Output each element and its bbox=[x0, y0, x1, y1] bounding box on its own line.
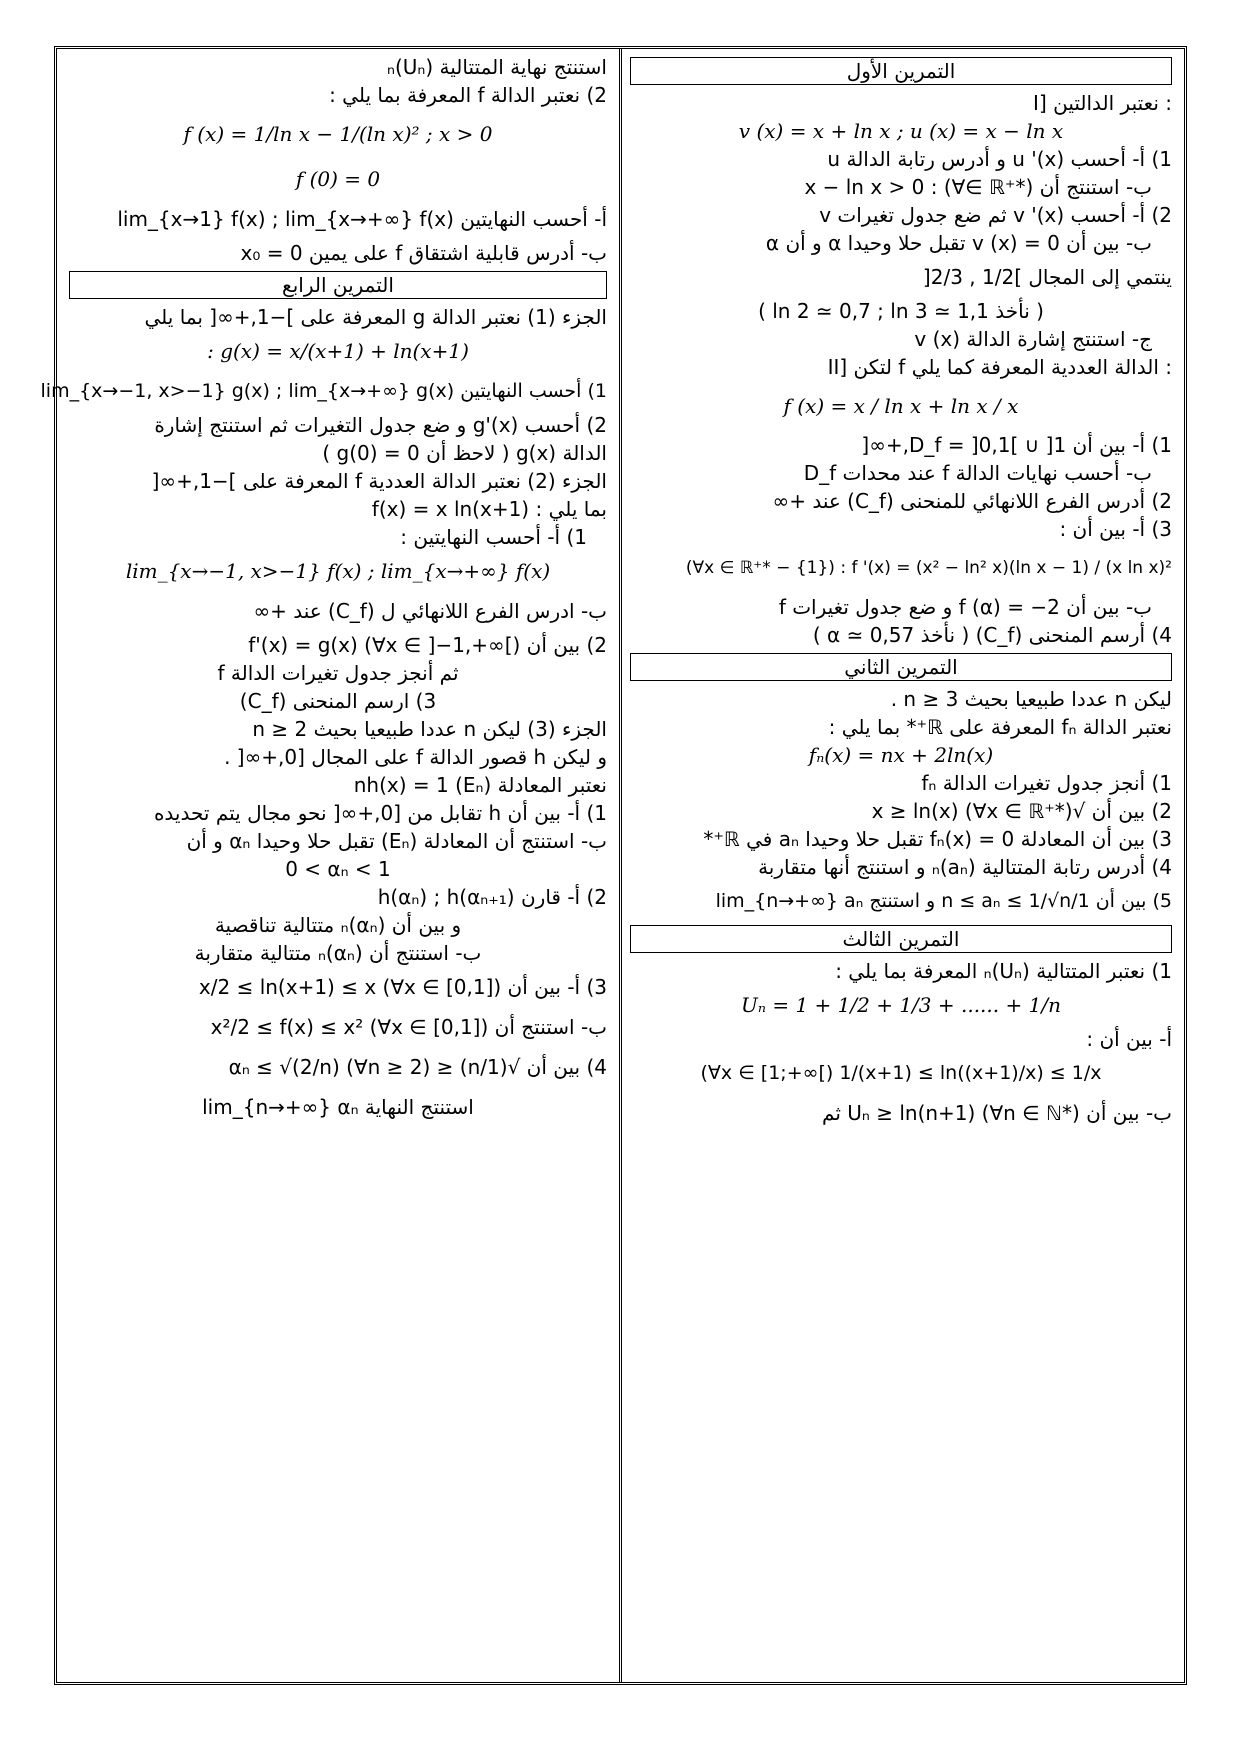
exercise4-title: التمرين الرابع bbox=[69, 271, 607, 299]
ex4-line: 0 < αₙ < 1 bbox=[285, 857, 391, 881]
ex4-line: 1) أ- أحسب النهايتين : bbox=[400, 525, 587, 549]
ex1-line: II] لتكن f الدالة العددية المعرفة كما يلي : bbox=[827, 355, 1172, 379]
ex1-line: ج- استنتج إشارة الدالة v (x) bbox=[914, 327, 1152, 351]
ex1-line: ينتمي إلى المجال ]1/2 , 2/3[ bbox=[922, 265, 1172, 289]
ex3-cont-line: f (0) = 0 bbox=[295, 167, 381, 191]
ex4-line: الدالة g(x) ( لاحظ أن g(0) = 0 ) bbox=[322, 441, 607, 465]
ex4-line: نعتبر المعادلة nh(x) = 1 (Eₙ) bbox=[353, 773, 607, 797]
ex1-line: 1) أ- بين أن D_f = ]0,1[ ∪ ]1,+∞[ bbox=[861, 433, 1172, 457]
ex4-line: ب- استنتج أن x²/2 ≤ f(x) ≤ x² (∀x ∈ [0,1]) bbox=[210, 1015, 607, 1039]
ex4-line: بما يلي : f(x) = x ln(x+1) bbox=[371, 497, 607, 521]
ex1-line: ب- استنتج أن x − ln x > 0 : (∀∈ ℝ⁺*) bbox=[804, 175, 1152, 199]
ex3-cont-line: 2) نعتبر الدالة f المعرفة بما يلي : bbox=[329, 83, 607, 107]
ex4-line: الجزء (3) ليكن n عددا طبيعيا بحيث n ≥ 2 bbox=[252, 717, 607, 741]
ex3-cont-line: أ- أحسب النهايتين lim_{x→1} f(x) ; lim_{x→+∞} f(x) bbox=[117, 207, 607, 231]
ex1-line: ب- بين أن f (α) = −2 و ضع جدول تغيرات f bbox=[778, 595, 1152, 619]
ex3-line: أ- بين أن : bbox=[1086, 1027, 1172, 1051]
ex2-line: نعتبر الدالة fₙ المعرفة على ℝ⁺* بما يلي : bbox=[828, 715, 1172, 739]
ex4-line: ب- استنتج أن (αₙ)ₙ متتالية متقاربة bbox=[194, 941, 482, 965]
ex2-line: fₙ(x) = nx + 2ln(x) bbox=[808, 743, 994, 767]
left-column bbox=[40, 49, 622, 1682]
ex3-cont-line: f (x) = 1/ln x − 1/(ln x)² ; x > 0 bbox=[183, 122, 493, 146]
ex4-line: 2) بين أن f'(x) = g(x) (∀x ∈ ]−1,+∞[) bbox=[248, 633, 607, 657]
ex1-line: 2) أدرس الفرع اللانهائي للمنحنى (C_f) عند +∞ bbox=[772, 489, 1172, 513]
ex2-line: ليكن n عددا طبيعيا بحيث n ≥ 3 . bbox=[890, 687, 1172, 711]
ex2-line: 1) أنجز جدول تغيرات الدالة fₙ bbox=[921, 771, 1172, 795]
ex1-line: (∀x ∈ ℝ⁺* − {1}) : f '(x) = (x² − ln² x)(ln x − 1) / (x ln x)² bbox=[685, 558, 1172, 578]
ex3-line: Uₙ = 1 + 1/2 + 1/3 + ...... + 1/n bbox=[741, 993, 1061, 1017]
exercise2-title: التمرين الثاني bbox=[630, 653, 1172, 681]
ex1-line: ب- بين أن v (x) = 0 تقبل حلا وحيدا α و أن α bbox=[765, 231, 1152, 255]
ex2-line: 4) أدرس رتابة المتتالية (aₙ)ₙ و استنتج أنها متقاربة bbox=[758, 855, 1172, 879]
exercise3-title: التمرين الثالث bbox=[630, 925, 1172, 953]
ex4-line: ب- ادرس الفرع اللانهائي ل (C_f) عند +∞ bbox=[253, 599, 607, 623]
ex3-cont-line: استنتج نهاية المتتالية (Uₙ)ₙ bbox=[387, 55, 607, 79]
ex4-line: ب- استنتج أن المعادلة (Eₙ) تقبل حلا وحيدا αₙ و أن bbox=[186, 829, 607, 853]
ex1-line: ب- أحسب نهايات الدالة f عند محدات D_f bbox=[803, 461, 1152, 485]
ex4-line: الجزء (2) نعتبر الدالة العددية f المعرفة على ]−1,+∞[ bbox=[151, 469, 607, 493]
ex1-line: 1) أ- أحسب u '(x) و أدرس رتابة الدالة u bbox=[827, 147, 1172, 171]
ex1-line: ( نأخذ ln 2 ≃ 0,7 ; ln 3 ≃ 1,1 ) bbox=[758, 299, 1044, 323]
ex4-line: 2) أحسب g'(x) و ضع جدول التغيرات ثم استنتج إشارة bbox=[154, 413, 607, 437]
ex4-line: 4) بين أن √(1/n) ≤ αₙ ≤ √(2/n) (∀n ≥ 2) bbox=[228, 1055, 607, 1079]
ex1-line: v (x) = x + ln x ; u (x) = x − ln x bbox=[738, 119, 1064, 143]
ex4-line: 1) أحسب النهايتين lim_{x→−1, x>−1} g(x) ; lim_{x→+∞} g(x) bbox=[40, 380, 607, 402]
ex3-line: (∀x ∈ [1;+∞[) 1/(x+1) ≤ ln((x+1)/x) ≤ 1/x bbox=[700, 1062, 1102, 1084]
ex1-line: 4) أرسم المنحنى (C_f) ( نأخذ α ≃ 0,57 ) bbox=[812, 623, 1172, 647]
ex1-line: I] نعتبر الدالتين : bbox=[1033, 91, 1172, 115]
ex1-line: 2) أ- أحسب v '(x) ثم ضع جدول تغيرات v bbox=[819, 203, 1172, 227]
ex4-line: 3) أ- بين أن x/2 ≤ ln(x+1) ≤ x (∀x ∈ [0,1]) bbox=[198, 975, 607, 999]
exam-sheet bbox=[40, 46, 1187, 1685]
ex4-line: الجزء (1) نعتبر الدالة g المعرفة على ]−1,+∞[ بما يلي bbox=[144, 305, 607, 329]
ex4-line: و ليكن h قصور الدالة f على المجال [0,+∞[ . bbox=[224, 745, 607, 769]
ex3-cont-line: ب- أدرس قابلية اشتقاق f على يمين 0 = x₀ bbox=[240, 241, 607, 265]
ex4-line: و بين أن (αₙ)ₙ متتالية تناقصية bbox=[214, 913, 462, 937]
ex2-line: 5) بين أن 1/n ≤ aₙ ≤ 1/√n و استنتج lim_{n→+∞} aₙ bbox=[715, 890, 1172, 912]
right-column bbox=[618, 49, 1184, 1682]
ex2-line: 2) بين أن √x ≥ ln(x) (∀x ∈ ℝ⁺*) bbox=[871, 799, 1172, 823]
ex3-line: 1) نعتبر المتتالية (Uₙ)ₙ المعرفة بما يلي : bbox=[835, 959, 1172, 983]
ex4-line: : g(x) = x/(x+1) + ln(x+1) bbox=[207, 339, 469, 363]
ex4-line: lim_{x→−1, x>−1} f(x) ; lim_{x→+∞} f(x) bbox=[125, 559, 551, 583]
ex4-line: 1) أ- بين أن h تقابل من [0,+∞[ نحو مجال يتم تحديده bbox=[153, 801, 607, 825]
ex1-line: 3) أ- بين أن : bbox=[1059, 517, 1172, 541]
ex4-line: ثم أنجز جدول تغيرات الدالة f bbox=[217, 661, 459, 685]
ex1-line: f (x) = x / ln x + ln x / x bbox=[783, 394, 1019, 418]
ex4-line: 3) ارسم المنحنى (C_f) bbox=[239, 689, 437, 713]
ex3-line: ب- بين أن Uₙ ≥ ln(n+1) (∀n ∈ ℕ*) ثم bbox=[822, 1101, 1172, 1125]
ex4-line: استنتج النهاية lim_{n→+∞} αₙ bbox=[202, 1095, 474, 1119]
ex4-line: 2) أ- قارن h(αₙ) ; h(αₙ₊₁) bbox=[377, 885, 607, 909]
ex2-line: 3) بين أن المعادلة fₙ(x) = 0 تقبل حلا وحيدا aₙ في ℝ⁺* bbox=[703, 827, 1172, 851]
exercise1-title: التمرين الأول bbox=[630, 57, 1172, 85]
